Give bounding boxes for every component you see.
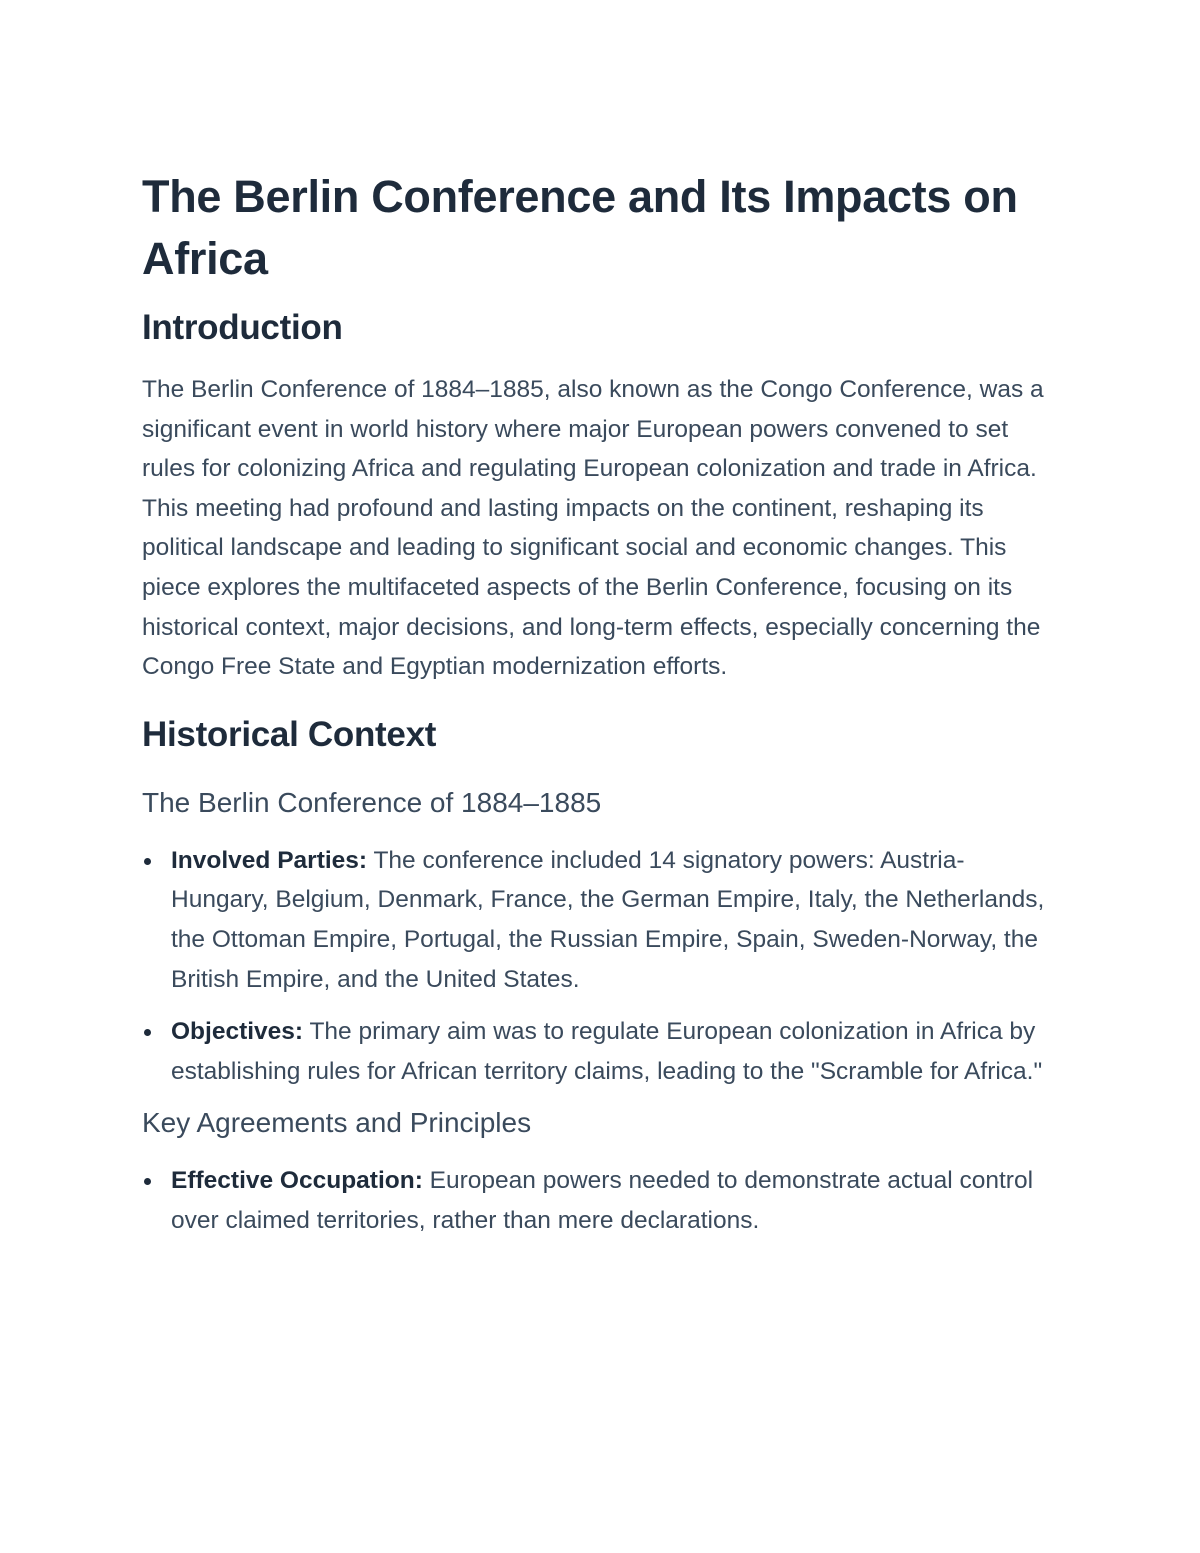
list-item-text: European powers needed to demonstrate actual control over claimed territories, rather than mere declarations. (171, 1167, 1034, 1234)
list-item-term: Effective Occupation: (171, 1167, 423, 1195)
list-item (142, 1161, 1062, 1240)
berlin-conference-subheading: The Berlin Conference of 1884–1885 (142, 786, 602, 818)
list-item-term: Involved Parties: (171, 846, 368, 874)
list-item-text: The primary aim was to regulate European colonization in Africa by establishing rules for African territory claims, leading to the "Scramble for Africa." (171, 1018, 1043, 1085)
list-item-text: The conference included 14 signatory powers: Austria-Hungary, Belgium, Denmark, France, the German Empire, Italy, the Netherlands, the Ottoman Empire, Portugal, the Russian Empire, Spain, Sweden-Norway, the British Empire, and the United States. (171, 846, 1045, 993)
introduction-heading: Introduction (142, 308, 343, 347)
document-title: The Berlin Conference and Its Impacts on Africa (142, 171, 1018, 284)
key-agreements-list (142, 1161, 1062, 1240)
historical-context-heading: Historical Context (142, 714, 437, 754)
list-item (142, 1012, 1062, 1091)
bullet-icon (144, 858, 151, 865)
key-agreements-subheading: Key Agreements and Principles (142, 1107, 532, 1139)
list-item (142, 841, 1062, 999)
document-page (142, 166, 1062, 1241)
list-item-term: Objectives: (171, 1018, 304, 1046)
berlin-conference-list (142, 841, 1062, 1092)
bullet-icon (144, 1178, 151, 1185)
introduction-paragraph: The Berlin Conference of 1884–1885, also known as the Congo Conference, was a significant event in world history where major European powers convened to set rules for colonizing Africa and regulating European colonization and trade in Africa. This meeting had profound and lasting impacts on the continent, reshaping its political landscape and leading to significant social and economic changes. This piece explores the multifaceted aspects of the Berlin Conference, focusing on its historical context, major decisions, and long-term effects, especially concerning the Congo Free State and Egyptian modernization efforts. (142, 376, 1044, 681)
bullet-icon (144, 1029, 151, 1036)
